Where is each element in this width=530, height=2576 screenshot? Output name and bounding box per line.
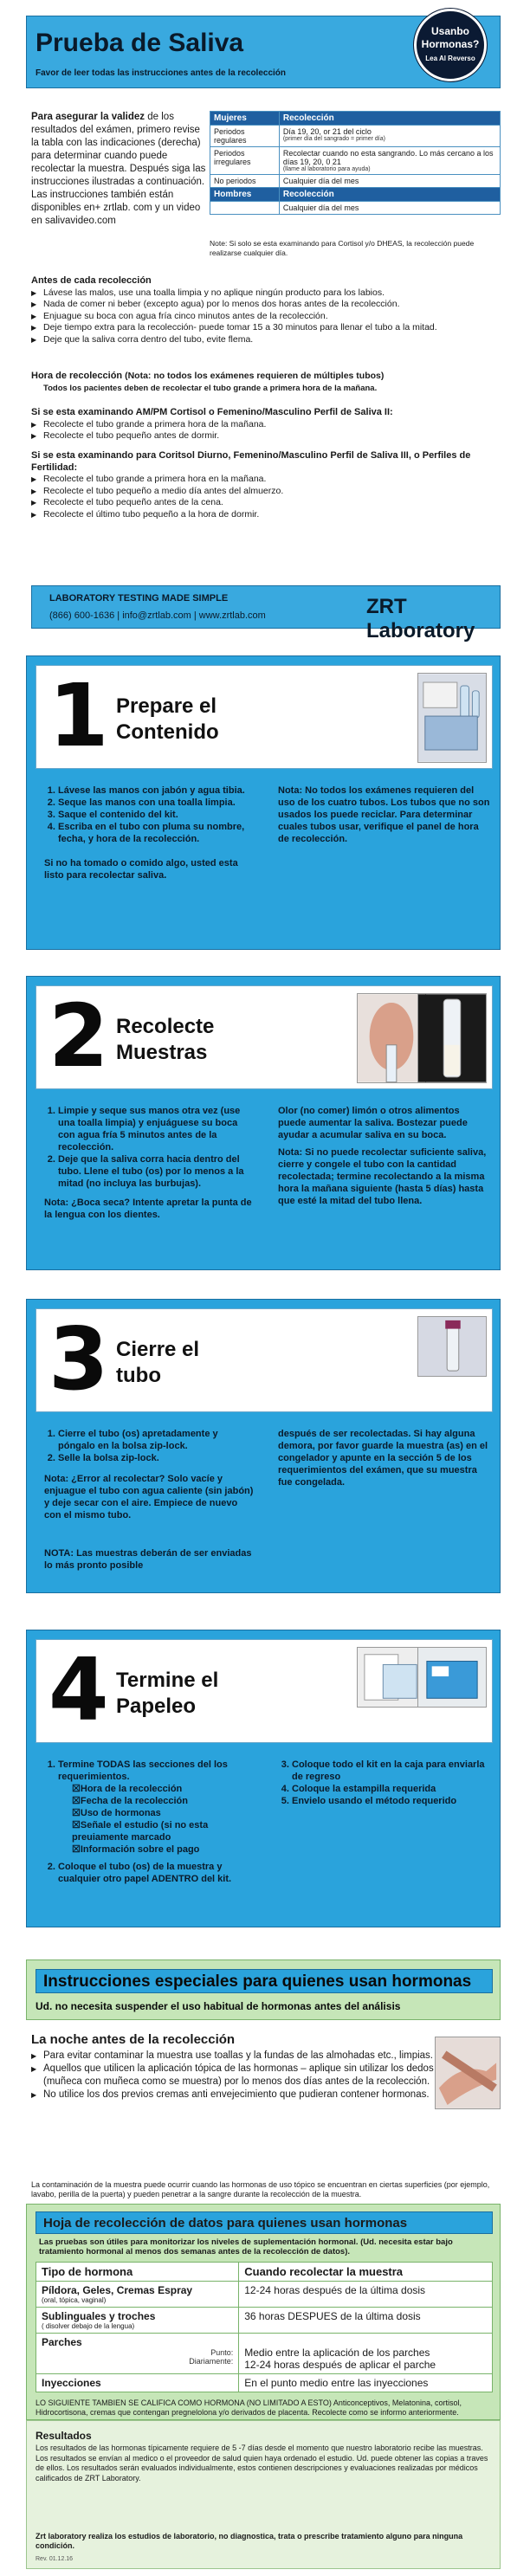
- am-pm-section: [31, 407, 501, 442]
- step-header: [36, 665, 493, 769]
- list-item: 2. Seque las manos con una toalla limpia.: [58, 797, 256, 809]
- step-left-column: [44, 784, 256, 881]
- capped-tube-image: [417, 1316, 487, 1377]
- row-value: 12-24 horas después de la última dosis: [239, 2282, 493, 2308]
- row-label: Periodos irregulares: [210, 147, 280, 175]
- row-value-main: Día 19, 20, or 21 del ciclo: [282, 127, 372, 136]
- step-number: 4: [48, 1639, 109, 1740]
- saliva-collection-image: [357, 993, 426, 1083]
- list-item: ▶ Para evitar contaminar la muestra use toallas y la fundas de las almohadas etc., limpias.: [31, 2050, 438, 2063]
- list-item: 4. Escriba en el tubo con pluma su nombre, fecha, y hora de la recolección.: [58, 821, 256, 845]
- step-list: [44, 1759, 256, 1885]
- row-value-main: Recolectar cuando no esta sangrando. Lo más cercano a los días 19, 20, 0 21: [282, 149, 494, 166]
- timing-col-collection: Recolección: [279, 112, 500, 126]
- list-item: 4. Coloque la estampilla requerida: [292, 1783, 490, 1795]
- table-row: [210, 147, 501, 175]
- form-intro: Las pruebas son útiles para monitorizar los niveles de suplementación hormonal. (Ud. necesita estar bajo tratamiento hormonal al menos dos semanas antes de la recolección de datos).: [39, 2237, 453, 2256]
- list-item: ▶ Lávese las malos, use una toalla limpia y no aplique ningún producto para los labios.: [31, 287, 501, 300]
- section-title: Si se esta examinando para Coritsol Diurno, Femenino/Masculino Perfil de Saliva III, o Perfiles de Fertilidad:: [31, 450, 471, 473]
- step-number: 3: [48, 1308, 109, 1410]
- list-item: ▶ Deje tiempo extra para la recolección- puede tomar 15 a 30 minutos para llenar el tubo a la mitad.: [31, 322, 501, 334]
- col-hormone-type: Tipo de hormona: [36, 2263, 239, 2282]
- checklist-item: ☒ Fecha de la recolección: [72, 1795, 256, 1807]
- list-item: ▶ No utilice los dos previos cremas anti envejecimiento que pudieran contener hormonas.: [31, 2089, 438, 2101]
- list-item: 1. Lávese las manos con jabón y agua tibia.: [58, 784, 256, 797]
- table-row: [210, 202, 501, 215]
- list-item: 1. Limpie y seque sus manos otra vez (use una toalla limpia) y enjuáguese su boca con agua fría 5 minutos antes de la recolección.: [58, 1105, 256, 1153]
- row-label: Inyecciones: [36, 2374, 239, 2392]
- form-title: Hoja de recolección de datos para quienes usan hormonas: [36, 2211, 493, 2234]
- kit-contents-image: [417, 673, 487, 763]
- list-item: 5. Envielo usando el método requerido: [292, 1795, 490, 1807]
- step-list: [44, 784, 256, 845]
- step-title: [116, 1337, 199, 1389]
- hormones-title: Instrucciones especiales para quienes usan hormonas: [36, 1969, 493, 1993]
- step-right-note: después de ser recolectadas. Si hay alguna demora, por favor guarde la muestra (as) en el congelador y apunte en la sección 5 de los requerimientos del exámen, que su muestra fue congelada.: [278, 1429, 488, 1488]
- checklist-item: ☒ Uso de hormonas: [72, 1807, 256, 1819]
- step-title: [116, 1668, 218, 1720]
- step-number: 2: [48, 985, 109, 1087]
- lab-slogan: LABORATORY TESTING MADE SIMPLE: [49, 593, 229, 604]
- step-title-line: Contenido: [116, 720, 219, 744]
- diurnal-section: [31, 450, 501, 520]
- patch-point-label: Punto:: [210, 2348, 234, 2357]
- step-right-column: [278, 1105, 490, 1207]
- paperwork-image: [357, 1647, 426, 1708]
- badge-line-1: Usanbo: [430, 25, 469, 37]
- step-right-note: Olor (no comer) limón o otros alimentos puede aumentar la saliva. Bostezar puede ayudar a acumular saliva en su boca.: [278, 1106, 468, 1140]
- wrist-application-image: [435, 2037, 501, 2109]
- row-value: [239, 2334, 493, 2374]
- list-item: ▶ Aquellos que utilicen la aplicación tópica de las hormonas – aplique sin utilizar los dedos (muñeca con muñeca como se muestra) por lo menos dos días antes de la recolección.: [31, 2063, 438, 2089]
- list-item: 2. Selle la bolsa zip-lock.: [58, 1452, 256, 1464]
- badge-line-3: Lea Al Reverso: [425, 55, 475, 62]
- diurnal-list: [31, 474, 501, 520]
- step-header: [36, 1639, 493, 1743]
- col-when-collect: Cuando recolectar la muestra: [239, 2263, 493, 2282]
- row-value-note: (llame al laboratorio para ayuda): [282, 166, 371, 172]
- list-item: [58, 1759, 256, 1856]
- list-item-text: Termine TODAS las secciones del los requerimientos.: [58, 1759, 228, 1782]
- results-text: Los resultados de las hormonas típicamente requiere de 5 -7 días desde el momento que nuestro laboratorio recibe las muestras. Los resultados se envían al medico o el proveedor de salud quien haya ordenado el estudio. Ud. puede obtener las copias a traves de ellos. Los resultados serán evaluados individualmente, estos contienen descripciones y evaluaciones realizadas por médicos calificados de ZRT Laboratory.: [36, 2444, 488, 2482]
- list-item: 1. Cierre el tubo (os) apretadamente y póngalo en la bolsa zip-lock.: [58, 1428, 256, 1452]
- row-value: [279, 147, 500, 175]
- checklist: [58, 1783, 256, 1856]
- night-before-list: [31, 2050, 438, 2101]
- list-item: ▶ Recolecte el tubo grande a primera hora de la mañana.: [31, 419, 501, 431]
- intro-lead: Para asegurar la validez: [31, 112, 145, 122]
- list-item: ▶ Recolecte el tubo pequeño antes de dormir.: [31, 430, 501, 442]
- collection-hour-section: [31, 371, 501, 394]
- step-2-panel: [26, 976, 501, 1270]
- timing-col-women: Mujeres: [210, 112, 280, 126]
- row-value-note: (primer día del sangrado = primer día): [282, 136, 385, 142]
- row-label-main: Píldora, Geles, Cremas Espray: [42, 2284, 193, 2296]
- list-item: ▶ Nada de comer ni beber (excepto agua) por lo menos dos horas antes de la recolección.: [31, 299, 501, 311]
- table-row: [210, 175, 501, 188]
- step-title-line: Muestras: [116, 1041, 208, 1064]
- step-right-note-2: Nota: Si no puede recolectar suficiente saliva, cierre y congele el tubo con la cantidad recolectada; termine recolectando a la misma hora la mañana siguiente (hasta 5 días) hasta que esté la mitad del tubo llena.: [278, 1147, 487, 1206]
- page-title: Prueba de Saliva: [36, 29, 244, 57]
- row-value: [279, 126, 500, 147]
- row-label: [36, 2282, 239, 2308]
- badge-line-2: Hormonas?: [421, 38, 480, 50]
- timing-col-men: Hombres: [210, 188, 280, 202]
- hormones-subtitle: Ud. no necesita suspender el uso habitual de hormonas antes del análisis: [36, 2000, 401, 2012]
- row-value: Cualquier día del mes: [279, 175, 500, 188]
- hour-note: (Nota: no todos los exámenes requieren de múltiples tubos): [122, 371, 385, 381]
- step-right-note: Nota: No todos los exámenes requieren del uso de los cuatro tubos. Los tubos que no son usados los puede reciclar. Para determinar cuales tubos usar, verifique el panel de hora de recolección.: [278, 785, 490, 844]
- step-right-column: [278, 1759, 490, 1807]
- section-title: Si se esta examinando AM/PM Cortisol o Femenino/Masculino Perfil de Saliva II:: [31, 407, 393, 417]
- step-title-line: Termine el: [116, 1669, 219, 1692]
- step-list: [44, 1105, 256, 1190]
- list-item: ▶ Recolecte el último tubo pequeño a la hora de dormir.: [31, 509, 501, 521]
- step-title-line: Recolecte: [116, 1015, 215, 1038]
- night-before-section: [31, 2033, 438, 2101]
- step-title-line: Cierre el: [116, 1338, 200, 1361]
- shipping-box-image: [417, 1647, 487, 1708]
- step-header: [36, 985, 493, 1089]
- lab-logo-text: ZRT Laboratory: [366, 595, 475, 642]
- step-title: [116, 694, 219, 746]
- checklist-item: ☒ Hora de la recolección: [72, 1783, 256, 1795]
- step-header: [36, 1308, 493, 1412]
- step-note: Si no ha tomado o comido algo, usted esta listo para recolectar saliva.: [44, 858, 238, 881]
- checklist-item: ☒ Señale el estudio (si no esta preuiamente marcado: [72, 1819, 256, 1843]
- table-row: [36, 2282, 493, 2308]
- section-title: Antes de cada recolección: [31, 275, 152, 286]
- row-label: Periodos regulares: [210, 126, 280, 147]
- am-pm-list: [31, 419, 501, 442]
- patch-daily-label: Diariamente:: [189, 2357, 234, 2366]
- row-label: [36, 2334, 239, 2374]
- hormone-data-sheet: [26, 2204, 501, 2420]
- lab-contact: (866) 600-1636 | info@zrtlab.com | www.zrtlab.com: [49, 610, 266, 621]
- step-1-panel: [26, 655, 501, 950]
- timing-col-collection-men: Recolección: [279, 188, 500, 202]
- list-item: ▶ Enjuague su boca con agua fría cinco minutos antes de la recolección.: [31, 311, 501, 323]
- results-section: [26, 2420, 501, 2569]
- before-collection-section: [31, 275, 501, 345]
- step-3-panel: [26, 1299, 501, 1593]
- step-title-line: Prepare el: [116, 694, 217, 718]
- table-row: [36, 2374, 493, 2392]
- list-item: ▶ Recolecte el tubo grande a primera hora en la mañana.: [31, 474, 501, 486]
- contamination-note: La contaminación de la muestra puede ocurrir cuando las hormonas de uso tópico se encuentran en ciertas superficies (por ejemplo, lavabo, perilla de la puerta) y pueden penetrar a la sangre durante la recolección de la muestra.: [31, 2180, 490, 2198]
- row-value: 36 horas DESPUES de la última dosis: [239, 2308, 493, 2334]
- row-label: No periodos: [210, 175, 280, 188]
- results-disclaimer: Zrt laboratory realiza los estudios de laboratorio, no diagnostica, trata o prescribe tratamiento alguno para ninguna condición.: [36, 2532, 463, 2550]
- row-label-sub: (oral, tópica, vaginal): [42, 2296, 107, 2304]
- step-title: [116, 1014, 214, 1066]
- hour-line: Todos los pacientes deben de recolectar el tubo grande a primera hora de la mañana.: [43, 383, 378, 393]
- table-row: [210, 126, 501, 147]
- hormone-timing-table: [36, 2262, 493, 2392]
- section-title: Hora de recolección: [31, 371, 123, 381]
- also-hormones-note: LO SIGUIENTE TAMBIEN SE CALIFICA COMO HORMONA (NO LIMITADO A ESTO) Anticonceptivos, Melatonina, cortisol, Hidrocortisona, cremas que contengan pregnelolona y/o derivados de placenta. Recolecte como se informo anteriormente.: [36, 2398, 462, 2417]
- list-item: ▶ Recolecte el tubo pequeño a medio día antes del almuerzo.: [31, 486, 501, 498]
- list-item: 3. Saque el contenido del kit.: [58, 809, 256, 821]
- intro-text: de los resultados del exámen, primero revise la tabla con las indicaciones (derecha) para determinar cuando puede recolectar la muestra. Después siga las instrucciones ilustradas a continuación. Las instrucciones también están disponibles en+ zrtlab. com y un video en salivavideo.com: [31, 112, 206, 226]
- revision-label: Rev. 01.12.16: [36, 2556, 74, 2562]
- row-value: En el punto medio entre las inyecciones: [239, 2374, 493, 2392]
- step-note-2: NOTA: Las muestras deberán de ser enviadas lo más pronto posible: [44, 1548, 252, 1571]
- list-item: 2. Coloque el tubo (os) de la muestra y cualquier otro papel ADENTRO del kit.: [58, 1861, 256, 1885]
- row-label: [36, 2308, 239, 2334]
- step-note: Nota: ¿Error al recolectar? Solo vacíe y enjuague el tubo con agua caliente (sin jabón) y deje secar con el aire. Empiece de nuevo con el mismo tubo.: [44, 1474, 254, 1520]
- before-list: [31, 287, 501, 346]
- step-title-line: Papeleo: [116, 1695, 197, 1718]
- list-item: 2. Deje que la saliva corra hacia dentro del tubo. Llene el tubo (os) por lo menos a la mitad (no incluya las burbujas).: [58, 1153, 256, 1190]
- step-list: [44, 1428, 256, 1464]
- table-row: [36, 2334, 493, 2374]
- checklist-item: ☒ Información sobre el pago: [72, 1843, 256, 1856]
- table-row: [36, 2308, 493, 2334]
- step-list-right: [278, 1759, 490, 1807]
- lab-banner: [31, 585, 501, 642]
- row-value: Cualquier día del mes: [279, 202, 500, 215]
- intro-paragraph: [31, 111, 206, 228]
- step-left-column: [44, 1759, 256, 1885]
- step-left-column: [44, 1105, 256, 1221]
- patch-daily-value: 12-24 horas después de aplicar el parche: [244, 2359, 436, 2371]
- patch-point-value: Medio entre la aplicación de los parches: [244, 2347, 430, 2359]
- timing-note: Note: Si solo se esta examinando para Cortisol y/o DHEAS, la recolección puede realizarse cualquier día.: [210, 239, 475, 257]
- row-label-empty: [210, 202, 280, 215]
- hormones-banner: [26, 1959, 501, 2020]
- step-title-line: tubo: [116, 1364, 161, 1387]
- hormones-badge: [414, 9, 487, 81]
- step-note: Nota: ¿Boca seca? Intente apretar la punta de la lengua con los dientes.: [44, 1198, 252, 1220]
- row-label-sub: ( disolver debajo de la lengua): [42, 2322, 135, 2330]
- step-number: 1: [48, 665, 109, 766]
- list-item: ▶ Recolecte el tubo pequeño antes de la cena.: [31, 497, 501, 509]
- page-subtitle: Favor de leer todas las instrucciones antes de la recolección: [36, 68, 287, 78]
- results-title: Resultados: [36, 2430, 92, 2442]
- list-item: 3. Coloque todo el kit en la caja para enviarla de regreso: [292, 1759, 490, 1783]
- section-title: La noche antes de la recolección: [31, 2032, 236, 2047]
- row-label-main: Parches: [42, 2336, 82, 2348]
- row-label-main: Sublinguales y troches: [42, 2310, 156, 2322]
- list-item: ▶ Deje que la saliva corra dentro del tubo, evite flema.: [31, 334, 501, 346]
- step-4-panel: [26, 1630, 501, 1927]
- step-left-column: [44, 1428, 256, 1572]
- filled-tube-image: [417, 993, 487, 1083]
- timing-table: [210, 111, 501, 215]
